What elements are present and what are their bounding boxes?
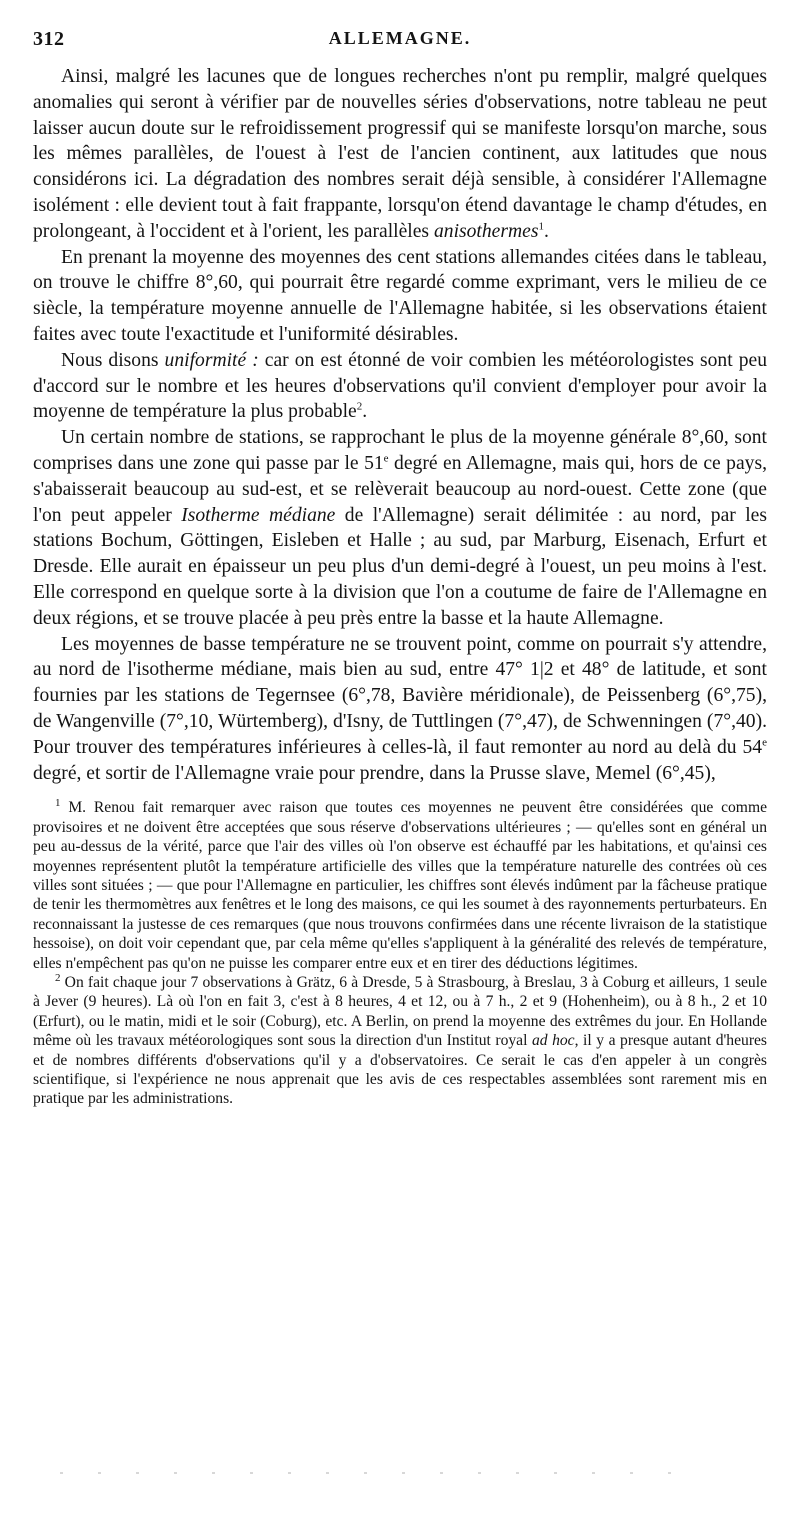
paragraph: Nous disons uniformité : car on est étonné de voir combien les météorologistes sont peu d'accord sur le nombre et les heures d'observations qu'il convient d'employer pour avoir la moyenne de température la plus probable$^2$. (33, 349, 767, 423)
footnote-ref: 2 (356, 400, 363, 413)
running-head: ALLEMAGNE. (328, 28, 472, 48)
footnotes (33, 798, 767, 1109)
scan-artifact (60, 1472, 700, 1474)
emphasis: ad hoc (531, 1032, 575, 1050)
paragraph: Ainsi, malgré les lacunes que de longues recherches n'ont pu remplir, malgré quelques anomalies qui seront à vérifier par de nouvelles séries d'observations, notre tableau ne peut laisser aucun doute sur le refroidissement progressif qui se manifeste lorsqu'on marche, sous les mêmes parallèles, de l'ouest à l'est de l'ancien continent, aux latitudes que nous considérons ici. La dégradation des nombres serait déjà sensible, à considérer l'Allemagne isolément : elle devient tout à fait frappante, lorsqu'on étend davantage le champ d'études, en prolongeant, à l'occident et à l'orient, les parallèles anisothermes$^1$. (33, 66, 767, 242)
emphasis: uniformité : (164, 349, 259, 371)
emphasis: anisothermes (433, 220, 539, 242)
paragraph: Les moyennes de basse température ne se trouvent point, comme on pourrait s'y attendre, au nord de l'isotherme médiane, mais bien au sud, entre 47° 1|2 et 48° de latitude, et sont fournies par les stations de Tegernsee (6°,78, Bavière méridionale), de Peissenberg (6°,75), de Wangenville (7°,10, Würtemberg), d'Isny, de Tuttlingen (7°,47), de Schwenningen (7°,40). Pour trouver des températures inférieures à celles-là, il faut remonter au nord au delà du 54e degré, et sortir de l'Allemagne vraie pour prendre, dans la Prusse slave, Memel (6°,45), (33, 633, 767, 784)
paragraph: En prenant la moyenne des moyennes des cent stations allemandes citées dans le tableau, on trouve le chiffre 8°,60, qui pourrait être regardé comme exprimant, vers le milieu de ce siècle, la température moyenne annuelle de l'Allemagne habitée, si les observations étaient faites avec toute l'exactitude et l'uniformité désirables. (33, 246, 767, 345)
page-header (33, 28, 767, 54)
footnote-mark: 2 (55, 971, 61, 984)
ordinal-suffix: e (762, 736, 767, 749)
footnote-ref: 1 (538, 220, 544, 233)
page-number: 312 (33, 28, 65, 50)
main-text (33, 64, 767, 786)
ordinal-suffix: e (383, 452, 389, 465)
book-page (33, 28, 767, 1109)
emphasis: Isotherme médiane (181, 504, 336, 526)
paragraph: Un certain nombre de stations, se rapprochant le plus de la moyenne générale 8°,60, sont comprises dans une zone qui passe par le 51e degré en Allemagne, mais qui, hors de ce pays, s'abaisserait beaucoup au sud-est, et se relèverait beaucoup au nord-ouest. Cette zone (que l'on peut appeler Isotherme médiane de l'Allemagne) serait délimitée : au nord, par les stations Bochum, Göttingen, Eisleben et Halle ; au sud, par Marburg, Eisenach, Erfurt et Dresde. Elle aurait en épaisseur un peu plus d'un demi-degré à l'ouest, un peu moins à l'est. Elle correspond en quelque sorte à la division que l'on a coutume de faire de l'Allemagne en deux régions, et se trouve placée à peu près entre la basse et la haute Allemagne. (33, 427, 767, 629)
footnote: $^2$ On fait chaque jour 7 observations à Grätz, 6 à Dresde, 5 à Strasbourg, à Breslau, 3 à Coburg et ailleurs, 1 seule à Jever (9 heures). Là où l'on en fait 3, c'est à 8 heures, 4 et 12, ou à 7 h., 2 et 9 (Hohenheim), ou à 8 h., 2 et 10 (Erfurt), ou le matin, midi et le soir (Coburg), etc. A Berlin, on prend la moyenne des extrêmes du jour. En Hollande même où les travaux météorologiques sont sous la direction d'un Institut royal ad hoc, il y a presque autant d'heures et de nombres différents d'observations qu'il y a d'observatoires. Ce serait le cas d'en appeler à un congrès scientifique, si l'expérience ne nous apprenait que les avis de ces respectables assemblées sont rarement mis en pratique par les administrations. (33, 971, 767, 1108)
footnote-mark: 1 (55, 797, 61, 810)
footnote: $^1$ M. Renou fait remarquer avec raison que toutes ces moyennes ne peuvent être considérées que comme provisoires et ne doivent être acceptées que sous réserve d'observations ultérieures ; — qu'elles sont en général un peu au-dessus de la vérité, parce que l'air des villes où l'on observe est échauffé par les habitations, et qu'ainsi ces moyennes représentent plutôt la température artificielle des villes que la température naturelle des contrées où ces villes sont situées ; — que pour l'Allemagne en particulier, les chiffres sont élevés indûment par la fâcheuse pratique de tenir les thermomètres aux fenêtres et le long des maisons, ce qui les soumet à des rayonnements perturbateurs. En reconnaissant la justesse de ces remarques (que nous trouvons confirmées dans une récente livraison de la statistique hessoise), on doit voir cependant que, par cela même qu'elles s'appliquent à la généralité des relevés de température, elles n'empêchent pas qu'on ne puisse les comparer entre eux et en tirer des déductions légitimes. (33, 797, 767, 972)
